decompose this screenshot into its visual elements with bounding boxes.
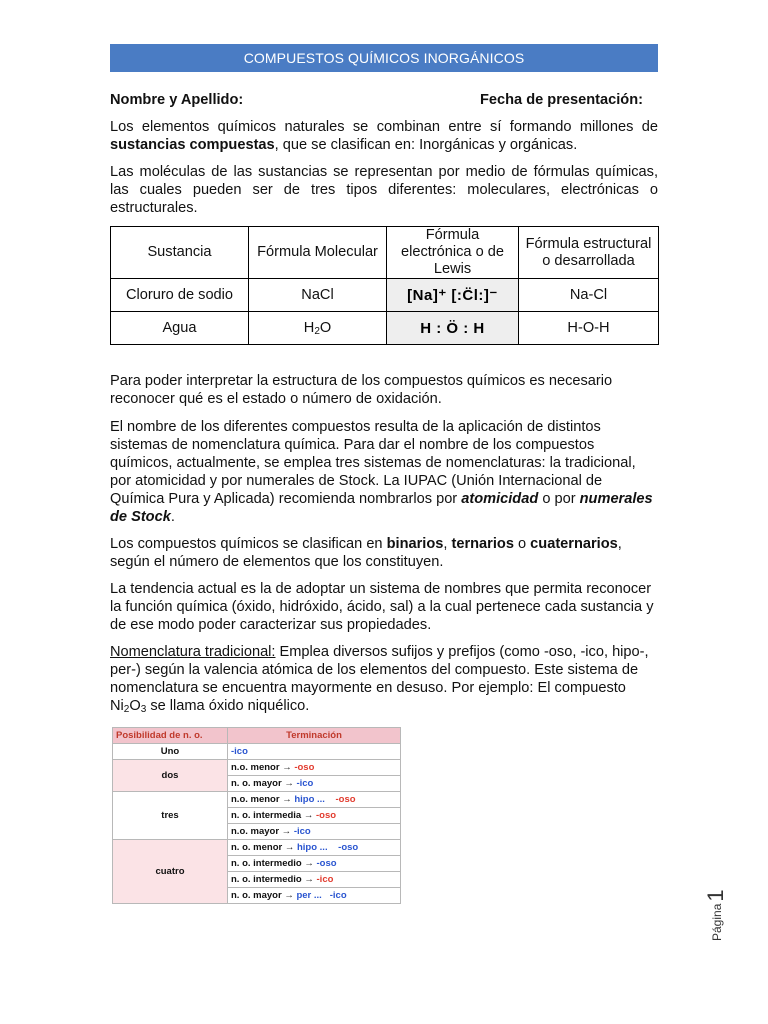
paragraph-oxidation: Para poder interpretar la estructura de los compuestos químicos es necesario reconocer qué es el estado o número de oxidación.: [110, 373, 613, 407]
paragraph-classification: Los compuestos químicos se clasifican en binarios, ternarios o cuaternarios, según el número de elementos que los constituyen.: [110, 536, 622, 570]
table-row: [111, 279, 659, 312]
header-cell: Fórmula Molecular: [249, 227, 387, 279]
cell-estructural: Na-Cl: [519, 279, 659, 312]
termination-cell: n.o. menor → hipo ... -oso: [228, 792, 401, 808]
title-bar: [110, 44, 658, 72]
paragraph-tendency: La tendencia actual es la de adoptar un sistema de nombres que permita reconocer la función química (óxido, hidróxido, ácido, sal) a la cual pertenece cada sustancia y de ese modo poder caracterizar sus propiedades.: [110, 581, 654, 633]
termination-cell: -ico: [228, 744, 401, 760]
cell-sustancia: Cloruro de sodio: [111, 279, 249, 312]
header-cell: Sustancia: [111, 227, 249, 279]
lewis-structure-nacl: [Na]⁺ [:C̈l:]⁻: [387, 279, 519, 312]
termination-cell: n. o. mayor → -ico: [228, 776, 401, 792]
termination-cell: n.o. mayor → -ico: [228, 824, 401, 840]
paragraph-nomenclature: El nombre de los diferentes compuestos resulta de la aplicación de distintos sistemas de nomenclatura química. Para dar el nombre de los compuestos químicos, actualmente, se emplea tres sistemas de nomenclaturas: la tradicional, por atomicidad y por numerales de Stock. La IUPAC (Unión Internacional de Química Pura y Aplicada) recomienda nombrarlos por atomicidad o por numerales de Stock.: [110, 419, 653, 525]
cell-molecular: NaCl: [249, 279, 387, 312]
name-label: Nombre y Apellido:: [110, 92, 244, 108]
formula-table: [110, 226, 659, 345]
cell-sustancia: Agua: [111, 312, 249, 345]
termination-cell: n. o. mayor → per ... -ico: [228, 888, 401, 904]
page-digit: 1: [703, 889, 728, 902]
document-page: [110, 44, 658, 904]
header-possibility: Posibilidad de n. o.: [113, 728, 228, 744]
termination-cell: n. o. intermedio → -oso: [228, 856, 401, 872]
lewis-structure-water: H : Ö : H: [387, 312, 519, 345]
emphasis-stock: numerales de Stock: [110, 491, 653, 525]
bold-term: sustancias compuestas: [110, 137, 275, 153]
document-title: COMPUESTOS QUÍMICOS INORGÁNICOS: [243, 50, 525, 66]
intro-paragraph-2: Las moléculas de las sustancias se representan por medio de fórmulas químicas, las cuales pueden ser de tres tipos diferentes: moleculares, electrónicas o estructurales.: [110, 164, 658, 216]
group-label-tres: tres: [113, 792, 228, 840]
termination-cell: n. o. menor → hipo ... -oso: [228, 840, 401, 856]
name-row: [110, 91, 658, 109]
table-row: [113, 792, 401, 808]
formula-table-header: [111, 227, 659, 279]
paragraph-traditional: Nomenclatura tradicional: Emplea diversos sufijos y prefijos (como -oso, -ico, hipo-, per-) según la valencia atómica de los elementos del compuesto. Este sistema de nomenclatura se encuentra mayormente en desuso. Por ejemplo: El compuesto $Ni_2O_3$ se llama óxido niquélico.: [110, 644, 649, 715]
group-label-dos: dos: [113, 760, 228, 792]
termination-cell: n.o. menor → -oso: [228, 760, 401, 776]
page-number: [700, 878, 730, 941]
group-label-cuatro: cuatro: [113, 840, 228, 904]
header-cell: Fórmula estructural o desarrollada: [519, 227, 659, 279]
cell-molecular: $H_2O$: [249, 312, 387, 345]
page-label: Página: [710, 903, 724, 941]
header-termination: Terminación: [228, 728, 401, 744]
emphasis-atomicidad: atomicidad: [461, 491, 539, 507]
termination-cell: n. o. intermedia → -oso: [228, 808, 401, 824]
date-label: Fecha de presentación:: [479, 92, 643, 108]
cell-estructural: H-O-H: [519, 312, 659, 345]
termination-cell: n. o. intermedio → -ico: [228, 872, 401, 888]
nomenclature-header: [113, 728, 401, 744]
group-label-uno: Uno: [113, 744, 228, 760]
table-row: [113, 744, 401, 760]
table-row: [113, 760, 401, 776]
subheading-traditional: Nomenclatura tradicional:: [110, 644, 276, 660]
table-row: [113, 840, 401, 856]
table-row: [111, 312, 659, 345]
header-cell: Fórmula electrónica o de Lewis: [387, 227, 519, 279]
intro-paragraph-1: Los elementos químicos naturales se combinan entre sí formando millones de sustancias compuestas, que se clasifican en: Inorgánicas y orgánicas.: [110, 119, 658, 153]
nomenclature-table: [112, 727, 401, 904]
